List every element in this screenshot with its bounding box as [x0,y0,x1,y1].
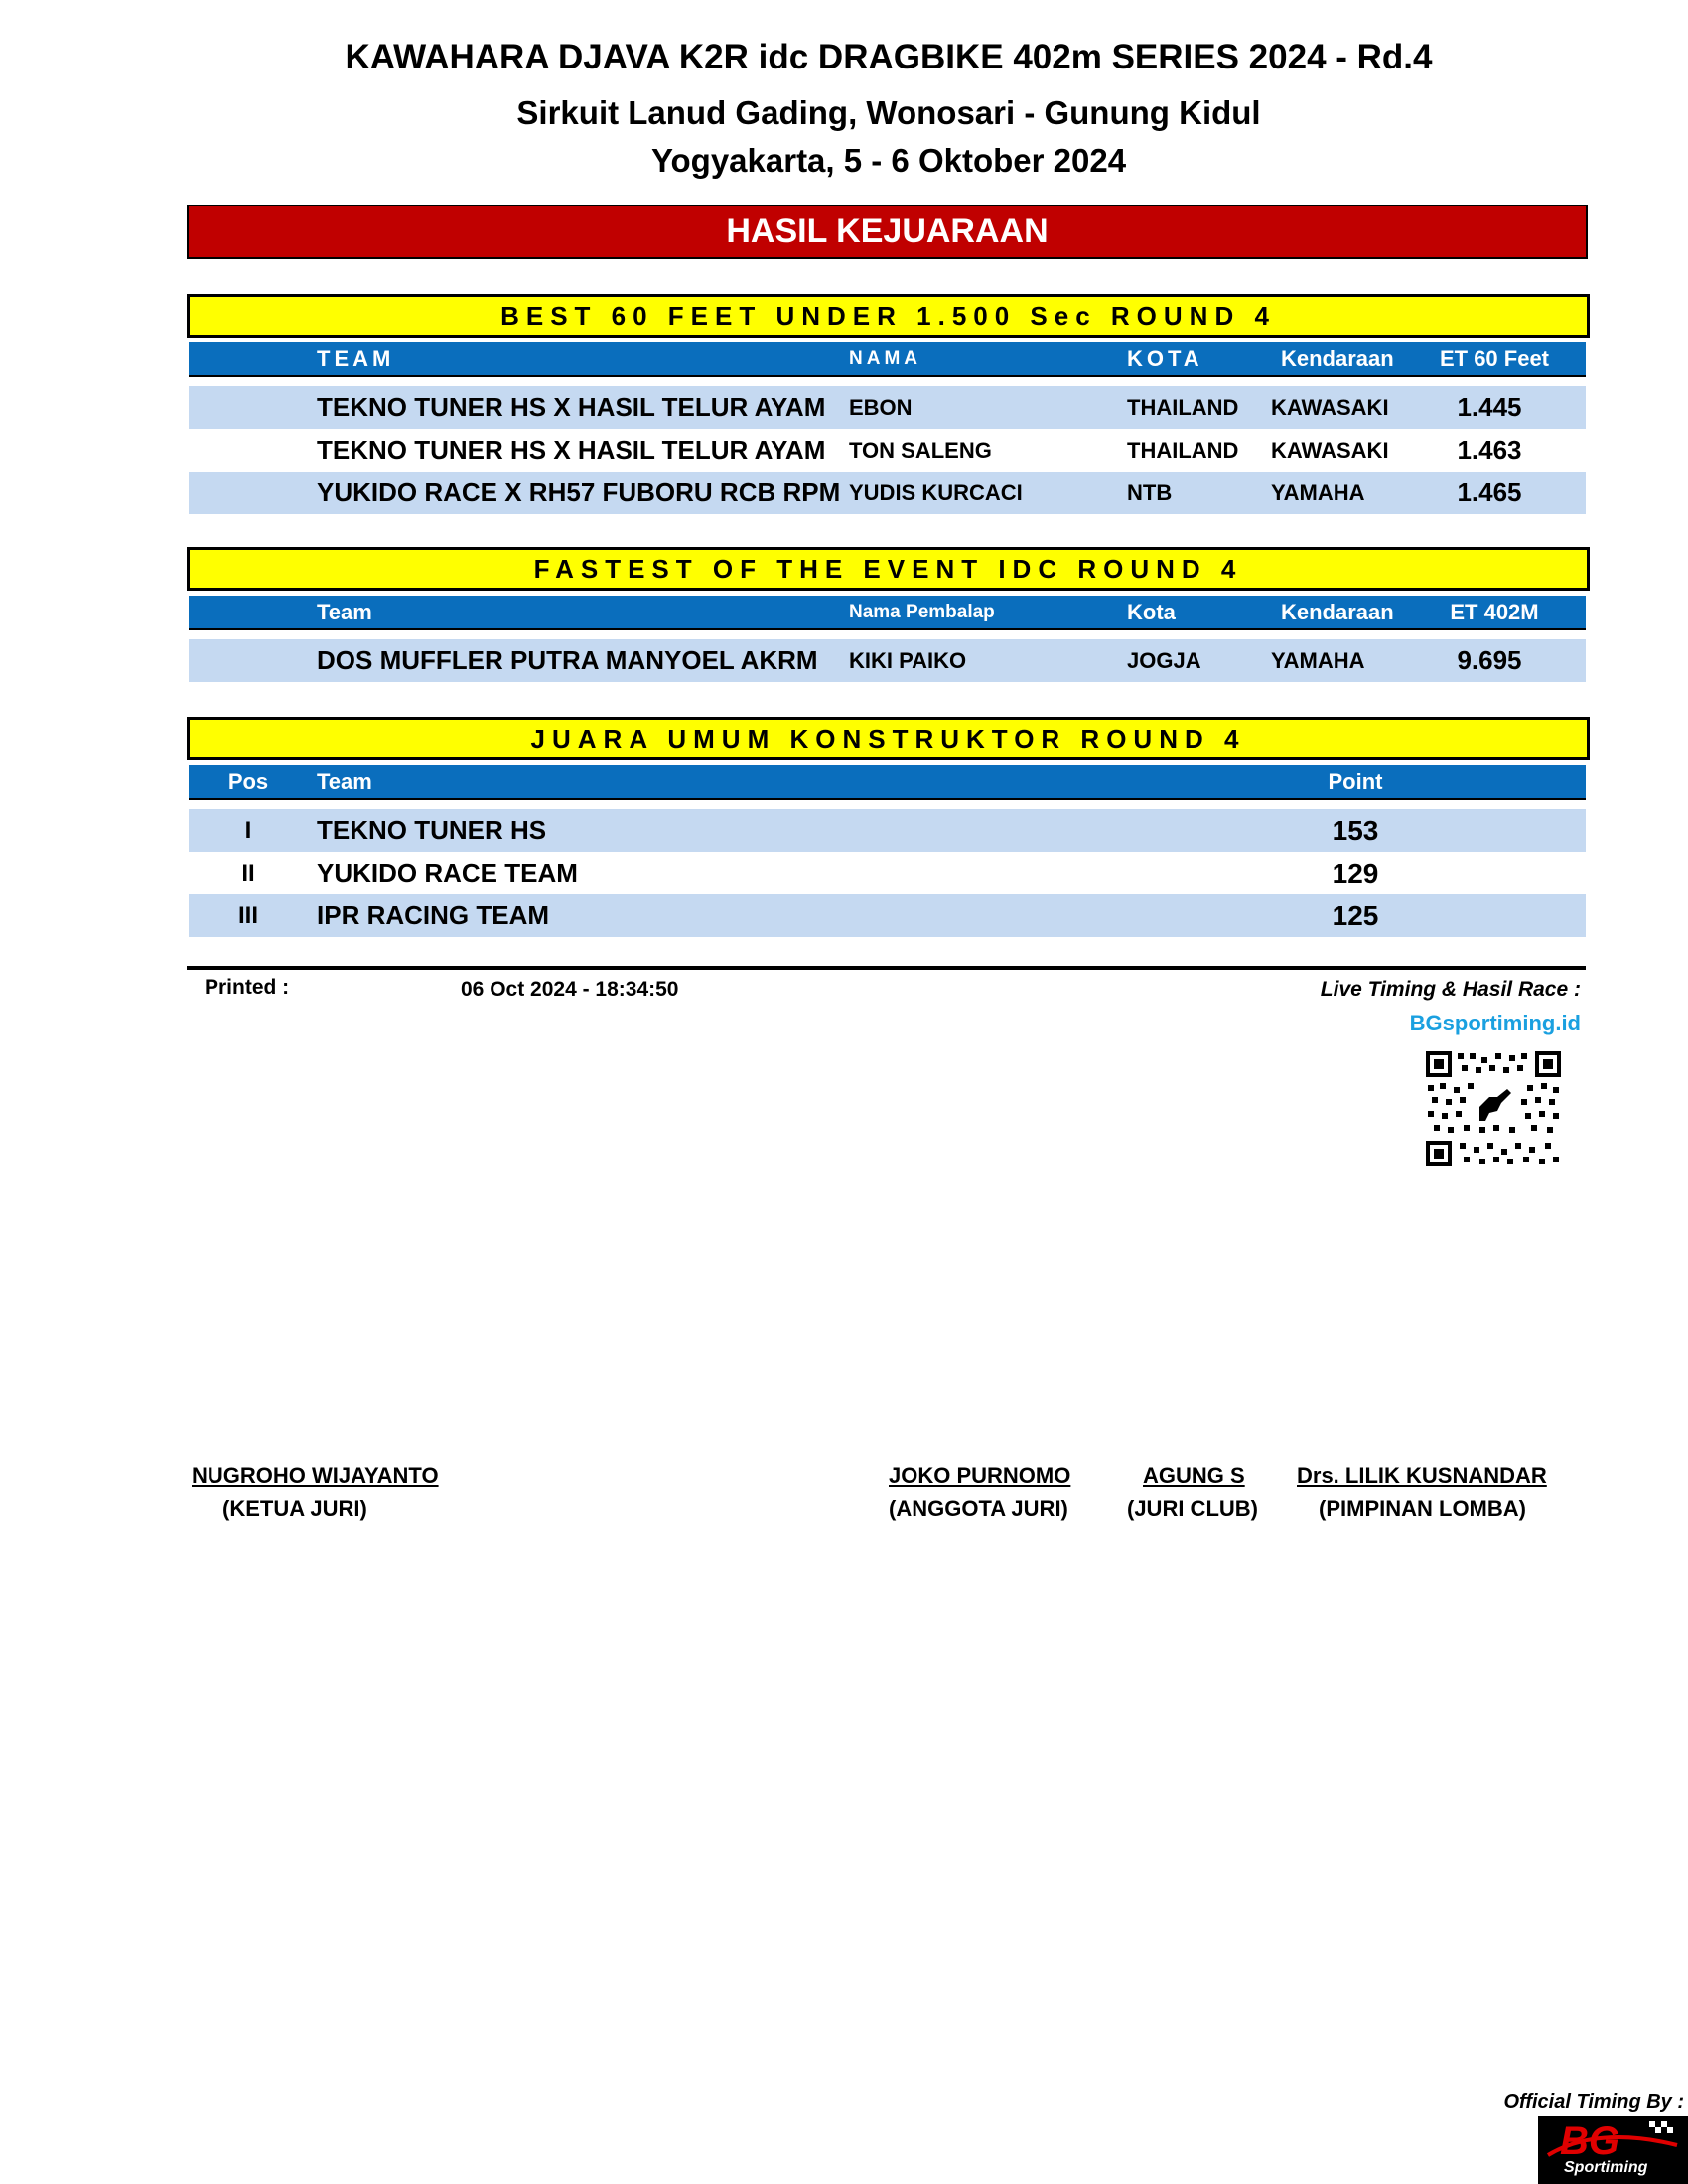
event-venue: Sirkuit Lanud Gading, Wonosari - Gunung Kidul [516,94,1261,131]
cell-point: 129 [1332,858,1379,888]
header-kendaraan: Kendaraan [1281,600,1394,624]
header-nama: NAMA [849,348,921,369]
cell-kota: THAILAND [1127,438,1239,463]
cell-team: YUKIDO RACE X RH57 FUBORU RCB RPM [317,478,841,507]
table-row [189,386,1586,429]
cell-team: DOS MUFFLER PUTRA MANYOEL AKRM [317,645,818,675]
header-kota: Kota [1127,600,1176,624]
signature-name-anggota: JOKO PURNOMO [889,1463,1071,1488]
header-team: Team [317,600,372,624]
cell-et: 1.463 [1457,435,1522,465]
event-date: Yogyakarta, 5 - 6 Oktober 2024 [650,142,1127,179]
cell-nama: YUDIS KURCACI [849,480,1023,505]
header-team: Team [317,769,372,794]
cell-kota: THAILAND [1127,395,1239,420]
cell-nama: KIKI PAIKO [849,648,967,673]
cell-point: 125 [1332,900,1379,931]
best60-section-title: BEST 60 FEET UNDER 1.500 Sec ROUND 4 [187,294,1590,338]
cell-point: 153 [1332,815,1379,846]
fastest-header-row [189,596,1586,630]
cell-kendaraan: YAMAHA [1271,480,1365,505]
cell-team: TEKNO TUNER HS X HASIL TELUR AYAM [317,392,826,422]
cell-kendaraan: KAWASAKI [1271,438,1389,463]
best60-header-row [189,342,1586,377]
official-timing-label: Official Timing By : [1503,2091,1684,2113]
printed-value: 06 Oct 2024 - 18:34:50 [461,978,679,1001]
cell-et: 1.465 [1457,478,1522,507]
cell-et: 9.695 [1457,645,1522,675]
bg-sportiming-logo [1538,2116,1688,2184]
cell-team: TEKNO TUNER HS X HASIL TELUR AYAM [317,435,826,465]
cell-team: TEKNO TUNER HS [317,815,547,845]
cell-kota: JOGJA [1127,648,1201,673]
header-nama: Nama Pembalap [849,602,995,622]
live-timing-label: Live Timing & Hasil Race : [1320,978,1581,1001]
cell-pos: I [244,817,252,844]
cell-kendaraan: YAMAHA [1271,648,1365,673]
results-banner: HASIL KEJUARAAN [187,205,1588,259]
cell-kendaraan: KAWASAKI [1271,395,1389,420]
signature-role-pimpinan: (PIMPINAN LOMBA) [1319,1496,1526,1521]
qr-code-icon[interactable] [1424,1049,1563,1168]
cell-et: 1.445 [1457,392,1522,422]
table-row [189,429,1586,472]
signature-name-club: AGUNG S [1143,1463,1245,1488]
signature-name-pimpinan: Drs. LILIK KUSNANDAR [1297,1463,1547,1488]
divider-line [187,966,1586,970]
header-et: ET 60 Feet [1439,346,1550,371]
header-pos: Pos [227,769,269,794]
konstruktor-section-title: JUARA UMUM KONSTRUKTOR ROUND 4 [187,717,1590,760]
cell-team: IPR RACING TEAM [317,900,549,930]
cell-nama: TON SALENG [849,438,992,463]
signature-name-ketua: NUGROHO WIJAYANTO [192,1463,439,1488]
signature-role-anggota: (ANGGOTA JURI) [889,1496,1068,1521]
konstruktor-header-row [189,765,1586,800]
cell-pos: II [241,860,255,887]
signature-role-club: (JURI CLUB) [1127,1496,1258,1521]
event-title: KAWAHARA DJAVA K2R idc DRAGBIKE 402m SERIES 2024 - Rd.4 [345,38,1433,76]
header-team: TEAM [317,346,395,371]
header-kendaraan: Kendaraan [1281,346,1394,371]
table-row [189,809,1586,852]
cell-nama: EBON [849,395,913,420]
header-point: Point [1328,769,1383,794]
table-row [189,639,1586,682]
table-row [189,472,1586,514]
header-et: ET 402M [1450,600,1539,624]
cell-kota: NTB [1127,480,1173,505]
live-timing-link[interactable]: BGsportiming.id [1409,1011,1581,1035]
signature-role-ketua: (KETUA JURI) [222,1496,367,1521]
cell-pos: III [237,902,258,929]
logo-text: BG [1560,2119,1619,2163]
cell-team: YUKIDO RACE TEAM [317,858,578,887]
table-row [189,894,1586,937]
printed-label: Printed : [205,976,290,999]
fastest-section-title: FASTEST OF THE EVENT IDC ROUND 4 [187,547,1590,591]
logo-subtext: Sportiming [1564,2159,1648,2176]
header-kota: KOTA [1127,346,1203,371]
table-row [189,852,1586,894]
